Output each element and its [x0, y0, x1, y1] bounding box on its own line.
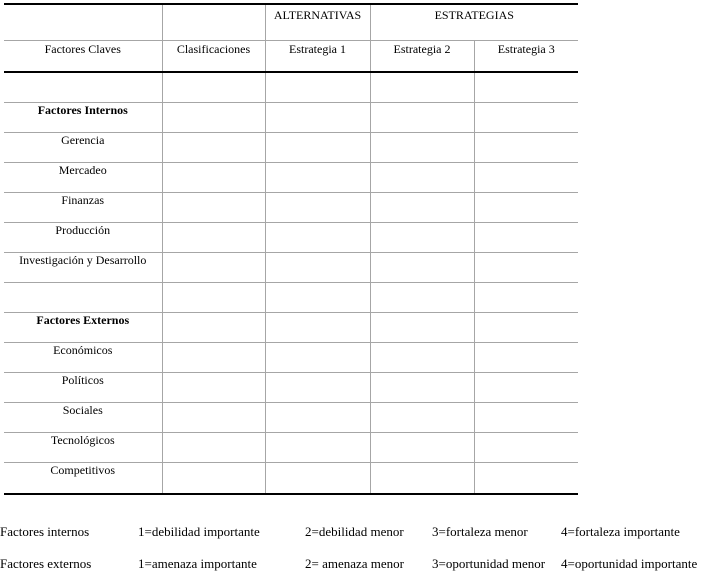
table-row: [4, 373, 578, 403]
legend-external-title: Factores externos: [0, 556, 92, 571]
table-row: [4, 403, 578, 433]
estrategia-1-cell: [265, 133, 370, 163]
factor-label-cell: Mercadeo: [4, 163, 162, 193]
table-row: [4, 103, 578, 133]
factor-label-cell: Factores Internos: [4, 103, 162, 133]
factor-label-cell: Políticos: [4, 373, 162, 403]
legend-internal-item-3: 3=fortaleza menor: [432, 524, 528, 539]
factor-label-cell: Finanzas: [4, 193, 162, 223]
strategies-header: ESTRATEGIAS: [370, 4, 578, 41]
legend-internal-item-4: 4=fortaleza importante: [561, 524, 680, 539]
table-row: [4, 313, 578, 343]
estrategia-2-cell: [370, 313, 474, 343]
classification-cell: [162, 373, 265, 403]
strategy-matrix-table: [4, 3, 578, 495]
legend-internal-item-2: 2=debilidad menor: [305, 524, 404, 539]
legend-external-item-4: 4=oportunidad importante: [561, 556, 698, 571]
estrategia-3-cell: [474, 133, 578, 163]
table-row: [4, 72, 578, 103]
estrategia-2-cell: [370, 283, 474, 313]
estrategia-2-cell: [370, 193, 474, 223]
estrategia-1-cell: [265, 163, 370, 193]
legend-external-item-3: 3=oportunidad menor: [432, 556, 546, 571]
table-row: [4, 283, 578, 313]
classification-cell: [162, 163, 265, 193]
estrategia-3-cell: [474, 163, 578, 193]
factor-label-cell: Económicos: [4, 343, 162, 373]
factor-label-cell: Producción: [4, 223, 162, 253]
factor-label-cell: Tecnológicos: [4, 433, 162, 463]
estrategia-2-cell: [370, 253, 474, 283]
column-header-factores-claves: Factores Claves: [4, 41, 162, 73]
column-header-clasificaciones: Clasificaciones: [162, 41, 265, 73]
estrategia-2-cell: [370, 163, 474, 193]
legend-external-item-1: 1=amenaza importante: [138, 556, 257, 571]
empty-header-cell: [4, 4, 162, 41]
factor-label-cell: Factores Externos: [4, 313, 162, 343]
estrategia-3-cell: [474, 343, 578, 373]
estrategia-2-cell: [370, 343, 474, 373]
estrategia-3-cell: [474, 433, 578, 463]
classification-cell: [162, 463, 265, 495]
estrategia-2-cell: [370, 403, 474, 433]
table-row: [4, 433, 578, 463]
estrategia-1-cell: [265, 253, 370, 283]
estrategia-1-cell: [265, 373, 370, 403]
estrategia-2-cell: [370, 373, 474, 403]
table-row: [4, 253, 578, 283]
alternatives-header: ALTERNATIVAS: [265, 4, 370, 41]
classification-cell: [162, 343, 265, 373]
estrategia-3-cell: [474, 223, 578, 253]
classification-cell: [162, 403, 265, 433]
estrategia-1-cell: [265, 433, 370, 463]
estrategia-3-cell: [474, 253, 578, 283]
factor-label-cell: Sociales: [4, 403, 162, 433]
estrategia-1-cell: [265, 403, 370, 433]
estrategia-1-cell: [265, 313, 370, 343]
estrategia-1-cell: [265, 463, 370, 495]
column-header-estrategia-3: Estrategia 3: [474, 41, 578, 73]
column-header-row: [4, 41, 578, 73]
empty-header-cell: [162, 4, 265, 41]
estrategia-2-cell: [370, 433, 474, 463]
classification-cell: [162, 253, 265, 283]
estrategia-2-cell: [370, 463, 474, 495]
legend-internal-title: Factores internos: [0, 524, 90, 539]
factor-label-cell: [4, 72, 162, 103]
estrategia-2-cell: [370, 103, 474, 133]
legend-external-item-2: 2= amenaza menor: [305, 556, 405, 571]
factor-label-cell: Gerencia: [4, 133, 162, 163]
classification-cell: [162, 193, 265, 223]
estrategia-3-cell: [474, 373, 578, 403]
estrategia-3-cell: [474, 103, 578, 133]
table-row: [4, 223, 578, 253]
table-row: [4, 463, 578, 495]
estrategia-1-cell: [265, 72, 370, 103]
column-header-estrategia-2: Estrategia 2: [370, 41, 474, 73]
estrategia-1-cell: [265, 223, 370, 253]
factor-label-cell: Investigación y Desarrollo: [4, 253, 162, 283]
estrategia-3-cell: [474, 463, 578, 495]
estrategia-1-cell: [265, 343, 370, 373]
table-row: [4, 193, 578, 223]
estrategia-2-cell: [370, 72, 474, 103]
estrategia-1-cell: [265, 283, 370, 313]
column-header-estrategia-1: Estrategia 1: [265, 41, 370, 73]
estrategia-1-cell: [265, 103, 370, 133]
table-body: [4, 72, 578, 494]
classification-cell: [162, 223, 265, 253]
classification-cell: [162, 133, 265, 163]
estrategia-3-cell: [474, 193, 578, 223]
factor-label-cell: Competitivos: [4, 463, 162, 495]
classification-cell: [162, 433, 265, 463]
estrategia-3-cell: [474, 313, 578, 343]
classification-cell: [162, 72, 265, 103]
table-row: [4, 343, 578, 373]
table-row: [4, 133, 578, 163]
estrategia-2-cell: [370, 223, 474, 253]
estrategia-1-cell: [265, 193, 370, 223]
classification-cell: [162, 103, 265, 133]
classification-cell: [162, 313, 265, 343]
estrategia-3-cell: [474, 403, 578, 433]
estrategia-3-cell: [474, 283, 578, 313]
legend-internal-item-1: 1=debilidad importante: [138, 524, 260, 539]
estrategia-2-cell: [370, 133, 474, 163]
estrategia-3-cell: [474, 72, 578, 103]
classification-cell: [162, 283, 265, 313]
group-header-row: [4, 4, 578, 41]
factor-label-cell: [4, 283, 162, 313]
table-row: [4, 163, 578, 193]
